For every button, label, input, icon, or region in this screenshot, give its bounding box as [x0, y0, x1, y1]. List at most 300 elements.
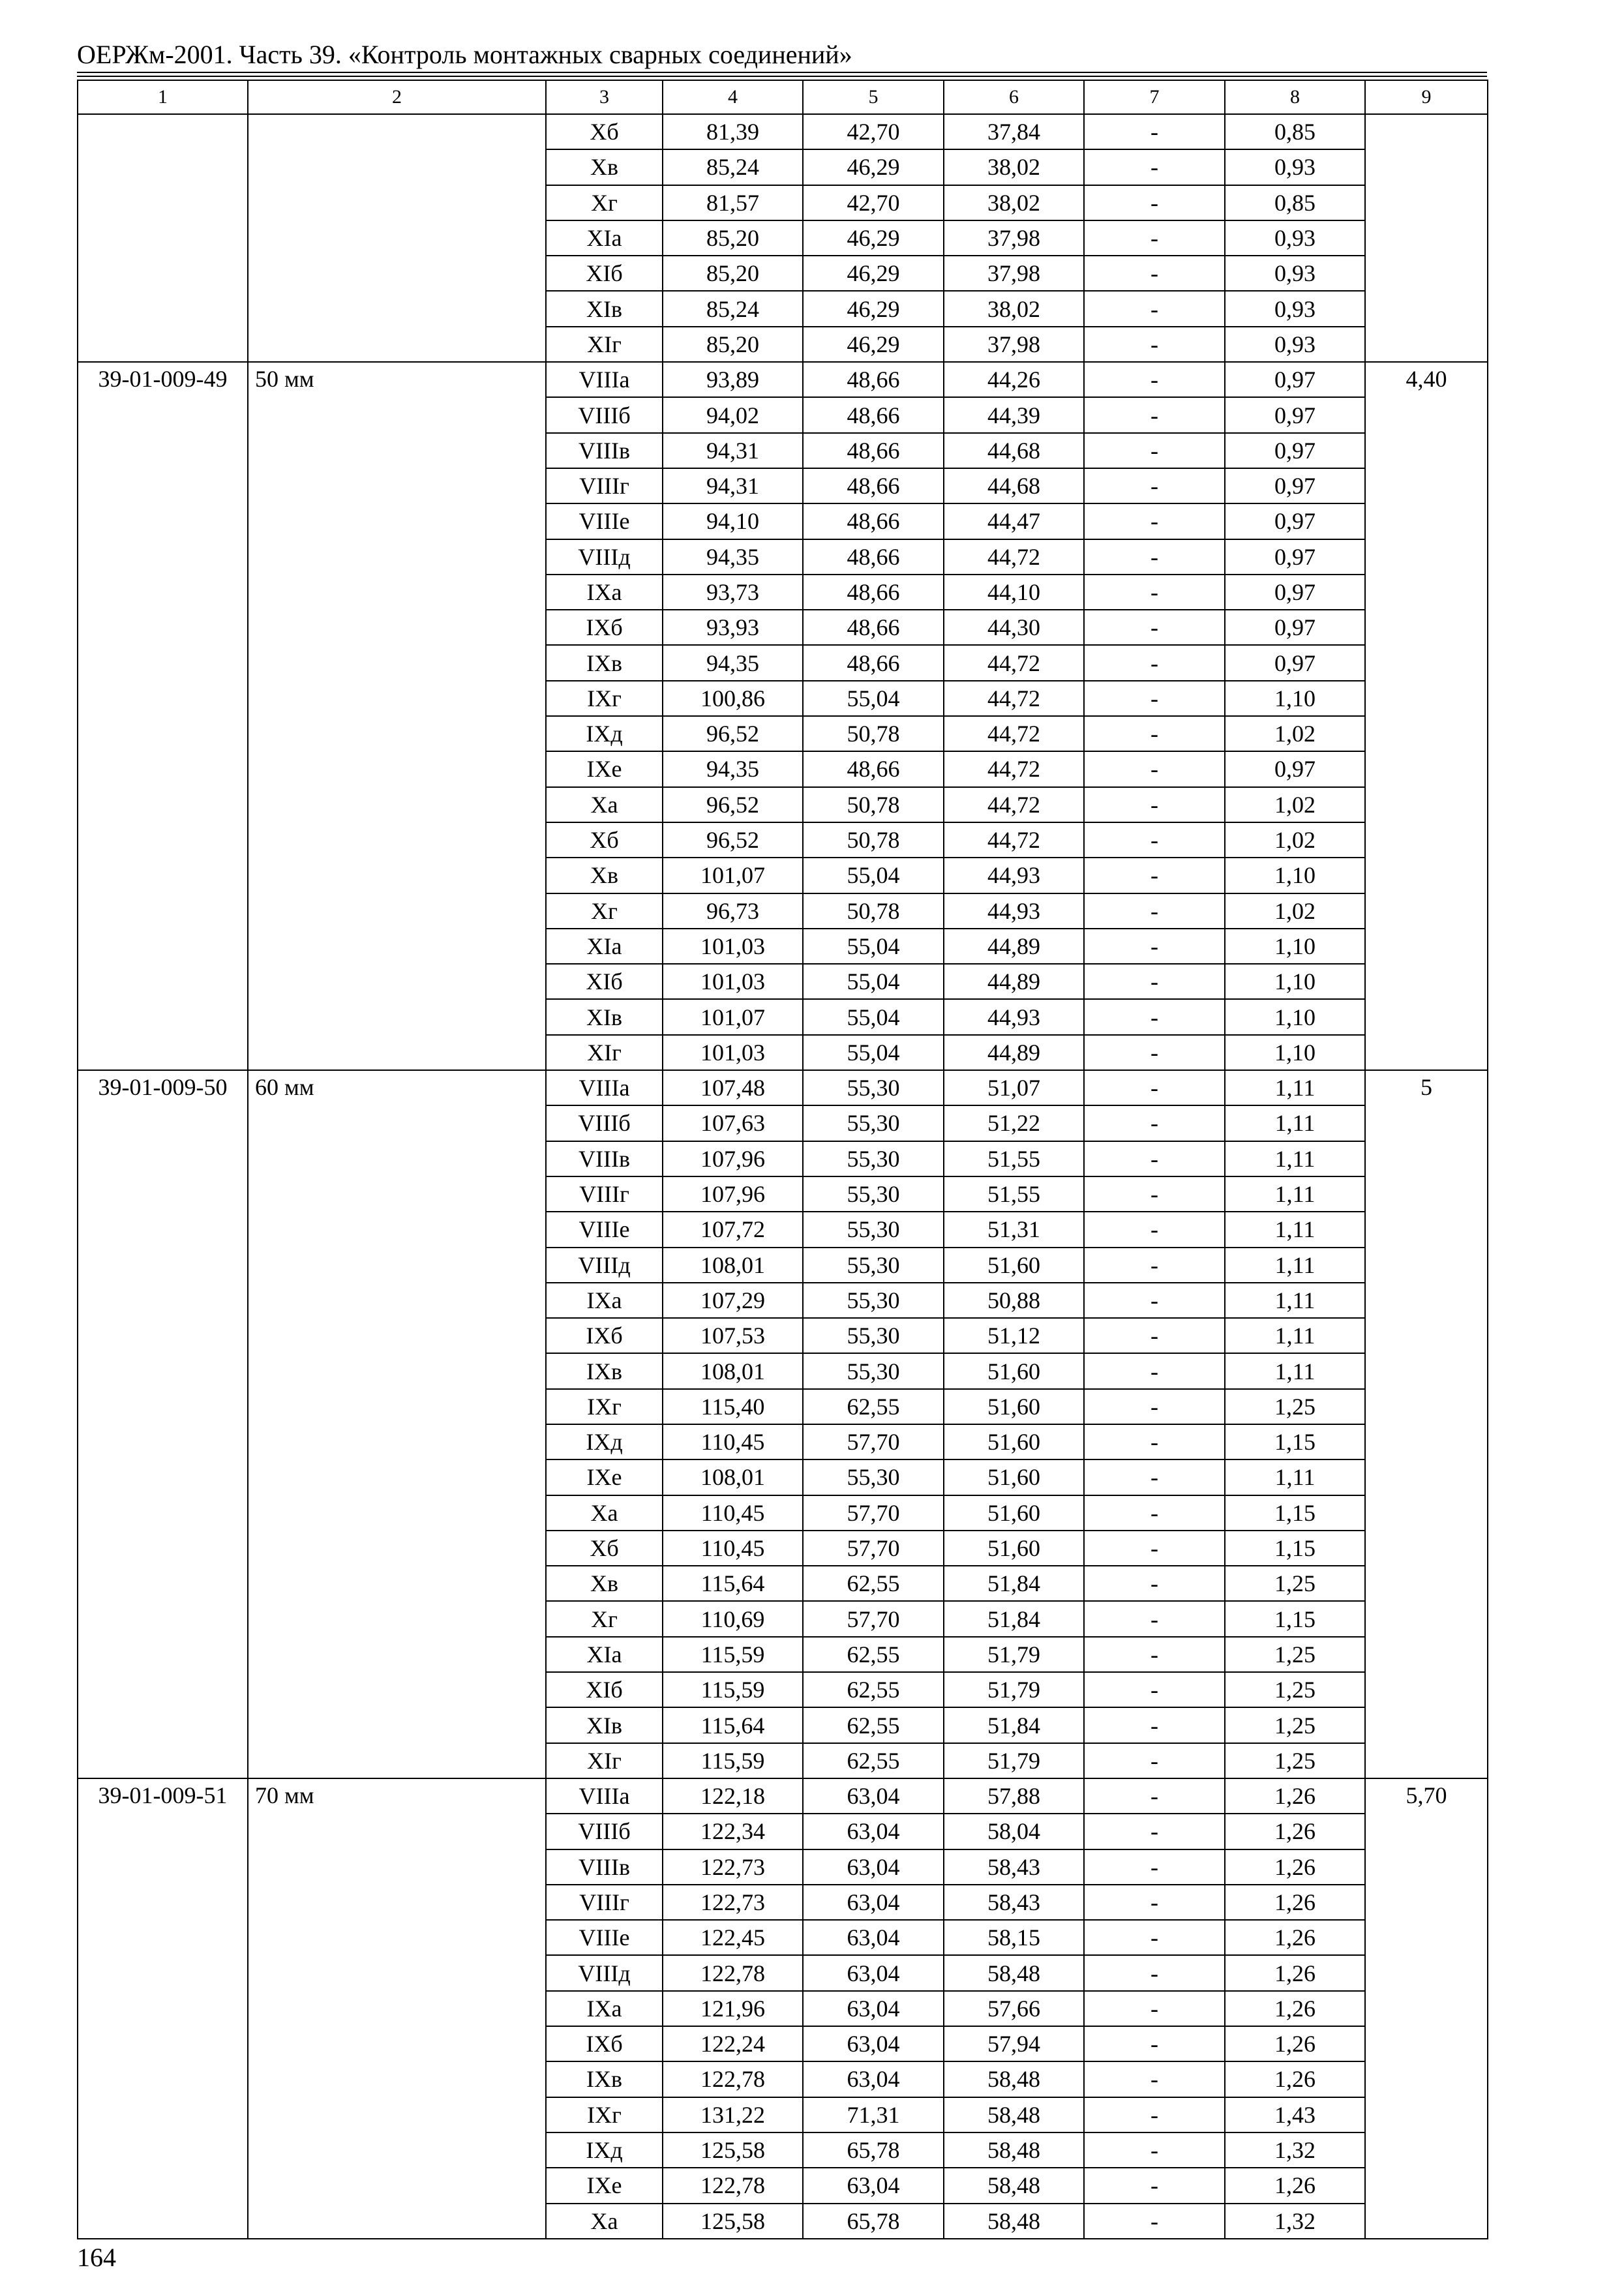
value-col-5: 48,66 — [803, 503, 944, 539]
value-col-5: 63,04 — [803, 1778, 944, 1814]
value-col-5: 50,78 — [803, 716, 944, 751]
value-col-4: 108,01 — [663, 1353, 803, 1388]
value-col-6: 44,72 — [944, 716, 1084, 751]
value-col-7: - — [1084, 1707, 1225, 1743]
weld-category: VIIIб — [546, 1105, 663, 1141]
value-col-5: 63,04 — [803, 2026, 944, 2061]
value-col-6: 51,60 — [944, 1389, 1084, 1424]
value-col-7: - — [1084, 327, 1225, 362]
value-col-5: 55,04 — [803, 681, 944, 716]
value-col-8: 1,11 — [1225, 1318, 1365, 1353]
value-col-8: 1,11 — [1225, 1283, 1365, 1318]
value-col-6: 58,48 — [944, 2097, 1084, 2132]
value-col-4: 125,58 — [663, 2204, 803, 2239]
value-col-5: 55,04 — [803, 929, 944, 964]
weld-category: VIIIд — [546, 1955, 663, 1990]
value-col-8: 1,32 — [1225, 2132, 1365, 2168]
value-col-5: 55,30 — [803, 1105, 944, 1141]
weld-category: IХа — [546, 1991, 663, 2026]
value-col-7: - — [1084, 2061, 1225, 2097]
value-col-7: - — [1084, 114, 1225, 149]
value-col-4: 85,24 — [663, 291, 803, 326]
value-col-7: - — [1084, 1389, 1225, 1424]
value-col-4: 101,07 — [663, 858, 803, 893]
value-col-4: 96,52 — [663, 716, 803, 751]
value-col-6: 44,39 — [944, 397, 1084, 432]
value-col-5: 50,78 — [803, 787, 944, 822]
weld-category: VIIIд — [546, 539, 663, 575]
value-col-4: 81,39 — [663, 114, 803, 149]
value-col-6: 44,68 — [944, 433, 1084, 468]
value-col-4: 93,89 — [663, 362, 803, 397]
value-col-8: 0,97 — [1225, 751, 1365, 786]
weld-category: Хв — [546, 858, 663, 893]
weld-category: ХIг — [546, 1035, 663, 1070]
value-col-8: 1,26 — [1225, 1778, 1365, 1814]
weld-category: ХIб — [546, 1672, 663, 1707]
value-col-6: 37,98 — [944, 220, 1084, 256]
value-col-7: - — [1084, 1637, 1225, 1672]
value-col-8: 1,15 — [1225, 1531, 1365, 1566]
value-col-8: 0,97 — [1225, 362, 1365, 397]
weld-category: Хг — [546, 893, 663, 929]
value-col-8: 1,10 — [1225, 1035, 1365, 1070]
value-col-6: 58,48 — [944, 2061, 1084, 2097]
value-col-7: - — [1084, 787, 1225, 822]
value-col-8: 1,10 — [1225, 999, 1365, 1034]
value-col-4: 93,93 — [663, 610, 803, 645]
value-col-4: 94,10 — [663, 503, 803, 539]
column-number: 8 — [1225, 80, 1365, 114]
value-col-6: 37,98 — [944, 256, 1084, 291]
value-col-6: 51,79 — [944, 1672, 1084, 1707]
value-col-5: 48,66 — [803, 468, 944, 503]
value-col-7: - — [1084, 1353, 1225, 1388]
value-col-5: 57,70 — [803, 1424, 944, 1459]
value-col-5: 48,66 — [803, 397, 944, 432]
weld-category: Хг — [546, 185, 663, 220]
value-col-7: - — [1084, 2132, 1225, 2168]
value-col-4: 122,24 — [663, 2026, 803, 2061]
value-col-7: - — [1084, 362, 1225, 397]
value-col-8: 1,10 — [1225, 858, 1365, 893]
value-col-6: 51,79 — [944, 1743, 1084, 1778]
table-row — [78, 1070, 1488, 1105]
weld-category: IХе — [546, 2168, 663, 2203]
value-col-6: 51,55 — [944, 1141, 1084, 1176]
value-col-7: - — [1084, 1531, 1225, 1566]
weld-category: IХг — [546, 681, 663, 716]
value-col-5: 62,55 — [803, 1566, 944, 1601]
weld-category: IХд — [546, 716, 663, 751]
weld-category: VIIIг — [546, 468, 663, 503]
value-col-7: - — [1084, 893, 1225, 929]
value-col-7: - — [1084, 1070, 1225, 1105]
value-col-4: 101,03 — [663, 964, 803, 999]
value-col-5: 63,04 — [803, 1920, 944, 1955]
value-col-8: 0,97 — [1225, 645, 1365, 680]
value-col-5: 48,66 — [803, 575, 944, 610]
value-col-6: 58,48 — [944, 1955, 1084, 1990]
value-col-7: - — [1084, 1424, 1225, 1459]
column-number: 2 — [248, 80, 546, 114]
value-col-8: 1,02 — [1225, 787, 1365, 822]
value-col-4: 96,52 — [663, 787, 803, 822]
value-col-6: 58,48 — [944, 2168, 1084, 2203]
value-col-5: 62,55 — [803, 1707, 944, 1743]
value-col-7: - — [1084, 220, 1225, 256]
value-col-5: 48,66 — [803, 645, 944, 680]
value-col-6: 51,84 — [944, 1707, 1084, 1743]
value-col-6: 57,66 — [944, 1991, 1084, 2026]
value-col-7: - — [1084, 433, 1225, 468]
value-col-7: - — [1084, 1743, 1225, 1778]
weld-category: IХв — [546, 645, 663, 680]
column-number: 4 — [663, 80, 803, 114]
value-col-5: 46,29 — [803, 291, 944, 326]
weld-category: IХе — [546, 751, 663, 786]
value-col-5: 62,55 — [803, 1389, 944, 1424]
rate-code: 39-01-009-49 — [78, 362, 248, 1070]
weld-category: VIIIе — [546, 1920, 663, 1955]
value-col-8: 0,97 — [1225, 610, 1365, 645]
weld-category: VIIIб — [546, 397, 663, 432]
weld-category: IХд — [546, 2132, 663, 2168]
weld-category: ХIв — [546, 999, 663, 1034]
value-col-5: 55,30 — [803, 1353, 944, 1388]
value-col-5: 48,66 — [803, 751, 944, 786]
value-col-7: - — [1084, 751, 1225, 786]
value-col-7: - — [1084, 1955, 1225, 1990]
value-col-8: 1,02 — [1225, 822, 1365, 858]
value-col-8: 1,25 — [1225, 1672, 1365, 1707]
value-col-4: 108,01 — [663, 1248, 803, 1283]
weld-category: VIIIг — [546, 1176, 663, 1212]
value-col-7: - — [1084, 858, 1225, 893]
rate-code: 39-01-009-50 — [78, 1070, 248, 1778]
value-col-7: - — [1084, 1105, 1225, 1141]
value-col-6: 51,55 — [944, 1176, 1084, 1212]
value-col-5: 55,30 — [803, 1141, 944, 1176]
weld-category: IХб — [546, 610, 663, 645]
value-col-6: 51,84 — [944, 1566, 1084, 1601]
value-col-7: - — [1084, 2026, 1225, 2061]
value-col-5: 63,04 — [803, 1991, 944, 2026]
value-col-7: - — [1084, 1283, 1225, 1318]
value-col-8: 0,97 — [1225, 468, 1365, 503]
value-col-6: 44,89 — [944, 1035, 1084, 1070]
value-col-8: 0,97 — [1225, 433, 1365, 468]
value-col-4: 101,07 — [663, 999, 803, 1034]
value-col-7: - — [1084, 1459, 1225, 1495]
value-col-8: 1,11 — [1225, 1353, 1365, 1388]
value-col-6: 44,93 — [944, 858, 1084, 893]
weld-category: VIIIа — [546, 362, 663, 397]
weld-category: IХа — [546, 1283, 663, 1318]
value-col-6: 44,93 — [944, 999, 1084, 1034]
value-col-7: - — [1084, 291, 1225, 326]
value-col-4: 100,86 — [663, 681, 803, 716]
value-col-5: 42,70 — [803, 114, 944, 149]
value-col-4: 107,48 — [663, 1070, 803, 1105]
value-col-7: - — [1084, 1035, 1225, 1070]
value-col-8: 1,11 — [1225, 1105, 1365, 1141]
value-col-4: 107,63 — [663, 1105, 803, 1141]
value-col-8: 1,15 — [1225, 1601, 1365, 1636]
value-col-7: - — [1084, 2168, 1225, 2203]
value-col-4: 94,35 — [663, 645, 803, 680]
weld-category: ХIг — [546, 1743, 663, 1778]
value-col-6: 44,72 — [944, 645, 1084, 680]
rate-col-9: 5,70 — [1365, 1778, 1488, 2239]
value-col-5: 71,31 — [803, 2097, 944, 2132]
value-col-5: 46,29 — [803, 256, 944, 291]
column-number-row — [78, 80, 1488, 114]
value-col-5: 62,55 — [803, 1743, 944, 1778]
value-col-7: - — [1084, 1495, 1225, 1531]
weld-category: IХе — [546, 1459, 663, 1495]
weld-category: IХг — [546, 1389, 663, 1424]
value-col-6: 44,89 — [944, 929, 1084, 964]
value-col-4: 115,59 — [663, 1637, 803, 1672]
value-col-8: 0,97 — [1225, 397, 1365, 432]
value-col-5: 57,70 — [803, 1495, 944, 1531]
value-col-8: 1,15 — [1225, 1424, 1365, 1459]
value-col-8: 0,97 — [1225, 539, 1365, 575]
value-col-5: 55,30 — [803, 1212, 944, 1247]
value-col-5: 55,04 — [803, 1035, 944, 1070]
value-col-8: 1,02 — [1225, 893, 1365, 929]
value-col-5: 55,04 — [803, 858, 944, 893]
value-col-4: 110,45 — [663, 1424, 803, 1459]
value-col-6: 44,68 — [944, 468, 1084, 503]
value-col-8: 1,26 — [1225, 1885, 1365, 1920]
value-col-8: 0,93 — [1225, 220, 1365, 256]
value-col-4: 81,57 — [663, 185, 803, 220]
column-number: 3 — [546, 80, 663, 114]
value-col-4: 85,24 — [663, 149, 803, 185]
column-number: 6 — [944, 80, 1084, 114]
weld-category: VIIIв — [546, 433, 663, 468]
value-col-4: 122,34 — [663, 1814, 803, 1849]
value-col-5: 63,04 — [803, 1849, 944, 1885]
value-col-8: 0,85 — [1225, 185, 1365, 220]
value-col-8: 1,15 — [1225, 1495, 1365, 1531]
value-col-4: 115,40 — [663, 1389, 803, 1424]
value-col-4: 85,20 — [663, 327, 803, 362]
weld-category: Хв — [546, 1566, 663, 1601]
weld-category: IХб — [546, 2026, 663, 2061]
weld-category: VIIIг — [546, 1885, 663, 1920]
value-col-6: 44,72 — [944, 822, 1084, 858]
value-col-7: - — [1084, 185, 1225, 220]
value-col-6: 57,94 — [944, 2026, 1084, 2061]
value-col-6: 44,30 — [944, 610, 1084, 645]
value-col-4: 122,18 — [663, 1778, 803, 1814]
value-col-8: 1,25 — [1225, 1743, 1365, 1778]
value-col-4: 94,35 — [663, 539, 803, 575]
value-col-6: 51,60 — [944, 1353, 1084, 1388]
value-col-6: 50,88 — [944, 1283, 1084, 1318]
value-col-7: - — [1084, 610, 1225, 645]
value-col-4: 107,72 — [663, 1212, 803, 1247]
value-col-7: - — [1084, 1318, 1225, 1353]
weld-category: VIIIд — [546, 1248, 663, 1283]
value-col-8: 0,97 — [1225, 503, 1365, 539]
value-col-5: 46,29 — [803, 149, 944, 185]
value-col-5: 62,55 — [803, 1637, 944, 1672]
value-col-4: 122,78 — [663, 2168, 803, 2203]
rate-code — [78, 114, 248, 362]
column-number: 9 — [1365, 80, 1488, 114]
value-col-7: - — [1084, 1849, 1225, 1885]
value-col-8: 1,10 — [1225, 681, 1365, 716]
value-col-4: 108,01 — [663, 1459, 803, 1495]
value-col-6: 51,60 — [944, 1424, 1084, 1459]
value-col-4: 122,73 — [663, 1885, 803, 1920]
value-col-4: 121,96 — [663, 1991, 803, 2026]
value-col-5: 42,70 — [803, 185, 944, 220]
value-col-6: 37,84 — [944, 114, 1084, 149]
value-col-5: 55,30 — [803, 1283, 944, 1318]
weld-category: IХа — [546, 575, 663, 610]
weld-category: ХIв — [546, 1707, 663, 1743]
value-col-4: 101,03 — [663, 1035, 803, 1070]
weld-category: IХв — [546, 1353, 663, 1388]
value-col-7: - — [1084, 1566, 1225, 1601]
value-col-4: 122,45 — [663, 1920, 803, 1955]
value-col-4: 85,20 — [663, 256, 803, 291]
value-col-4: 115,64 — [663, 1566, 803, 1601]
column-number: 1 — [78, 80, 248, 114]
value-col-4: 122,78 — [663, 1955, 803, 1990]
weld-category: VIIIб — [546, 1814, 663, 1849]
value-col-6: 38,02 — [944, 185, 1084, 220]
value-col-5: 50,78 — [803, 822, 944, 858]
value-col-6: 44,10 — [944, 575, 1084, 610]
rate-col-9 — [1365, 114, 1488, 362]
value-col-8: 1,11 — [1225, 1141, 1365, 1176]
value-col-7: - — [1084, 1176, 1225, 1212]
value-col-7: - — [1084, 964, 1225, 999]
value-col-7: - — [1084, 681, 1225, 716]
value-col-8: 1,11 — [1225, 1459, 1365, 1495]
value-col-6: 38,02 — [944, 291, 1084, 326]
value-col-4: 107,53 — [663, 1318, 803, 1353]
weld-category: ХIа — [546, 929, 663, 964]
weld-category: Хб — [546, 822, 663, 858]
value-col-7: - — [1084, 503, 1225, 539]
weld-category: VIIIе — [546, 503, 663, 539]
weld-category: ХIб — [546, 256, 663, 291]
value-col-5: 65,78 — [803, 2132, 944, 2168]
value-col-4: 107,29 — [663, 1283, 803, 1318]
value-col-8: 0,93 — [1225, 149, 1365, 185]
weld-category: VIIIа — [546, 1070, 663, 1105]
value-col-8: 1,10 — [1225, 964, 1365, 999]
value-col-7: - — [1084, 645, 1225, 680]
value-col-8: 1,25 — [1225, 1566, 1365, 1601]
weld-category: IХб — [546, 1318, 663, 1353]
value-col-7: - — [1084, 256, 1225, 291]
value-col-5: 63,04 — [803, 2061, 944, 2097]
value-col-6: 58,48 — [944, 2132, 1084, 2168]
value-col-6: 51,07 — [944, 1070, 1084, 1105]
value-col-4: 96,52 — [663, 822, 803, 858]
value-col-6: 37,98 — [944, 327, 1084, 362]
value-col-4: 94,31 — [663, 433, 803, 468]
value-col-7: - — [1084, 1672, 1225, 1707]
value-col-8: 0,93 — [1225, 256, 1365, 291]
value-col-7: - — [1084, 999, 1225, 1034]
value-col-7: - — [1084, 1814, 1225, 1849]
value-col-4: 94,02 — [663, 397, 803, 432]
weld-category: IХд — [546, 1424, 663, 1459]
rate-col-9: 4,40 — [1365, 362, 1488, 1070]
value-col-5: 50,78 — [803, 893, 944, 929]
weld-category: Ха — [546, 2204, 663, 2239]
value-col-5: 55,30 — [803, 1318, 944, 1353]
column-number: 7 — [1084, 80, 1225, 114]
value-col-8: 1,11 — [1225, 1212, 1365, 1247]
value-col-5: 55,04 — [803, 999, 944, 1034]
value-col-6: 51,79 — [944, 1637, 1084, 1672]
rates-table — [77, 80, 1488, 2239]
value-col-7: - — [1084, 1991, 1225, 2026]
value-col-4: 115,64 — [663, 1707, 803, 1743]
value-col-6: 51,60 — [944, 1459, 1084, 1495]
value-col-6: 51,12 — [944, 1318, 1084, 1353]
value-col-8: 1,26 — [1225, 1920, 1365, 1955]
value-col-5: 63,04 — [803, 1885, 944, 1920]
value-col-5: 48,66 — [803, 610, 944, 645]
value-col-6: 51,84 — [944, 1601, 1084, 1636]
value-col-7: - — [1084, 575, 1225, 610]
value-col-5: 57,70 — [803, 1601, 944, 1636]
value-col-4: 96,73 — [663, 893, 803, 929]
weld-category: ХIг — [546, 327, 663, 362]
value-col-6: 44,72 — [944, 787, 1084, 822]
weld-category: ХIа — [546, 1637, 663, 1672]
value-col-7: - — [1084, 1601, 1225, 1636]
rate-name: 70 мм — [248, 1778, 546, 2239]
value-col-8: 1,25 — [1225, 1389, 1365, 1424]
value-col-8: 1,26 — [1225, 1849, 1365, 1885]
value-col-7: - — [1084, 929, 1225, 964]
value-col-7: - — [1084, 822, 1225, 858]
value-col-5: 62,55 — [803, 1672, 944, 1707]
value-col-8: 1,26 — [1225, 2026, 1365, 2061]
value-col-8: 1,11 — [1225, 1248, 1365, 1283]
value-col-6: 51,60 — [944, 1248, 1084, 1283]
value-col-8: 0,93 — [1225, 327, 1365, 362]
value-col-6: 51,31 — [944, 1212, 1084, 1247]
value-col-5: 48,66 — [803, 539, 944, 575]
value-col-7: - — [1084, 716, 1225, 751]
value-col-7: - — [1084, 1778, 1225, 1814]
value-col-6: 58,48 — [944, 2204, 1084, 2239]
weld-category: VIIIа — [546, 1778, 663, 1814]
rate-name — [248, 114, 546, 362]
weld-category: Хг — [546, 1601, 663, 1636]
value-col-7: - — [1084, 1248, 1225, 1283]
value-col-7: - — [1084, 1212, 1225, 1247]
weld-category: VIIIв — [546, 1849, 663, 1885]
header-rule-top — [77, 72, 1487, 73]
value-col-6: 58,04 — [944, 1814, 1084, 1849]
value-col-6: 51,22 — [944, 1105, 1084, 1141]
weld-category: Хб — [546, 114, 663, 149]
